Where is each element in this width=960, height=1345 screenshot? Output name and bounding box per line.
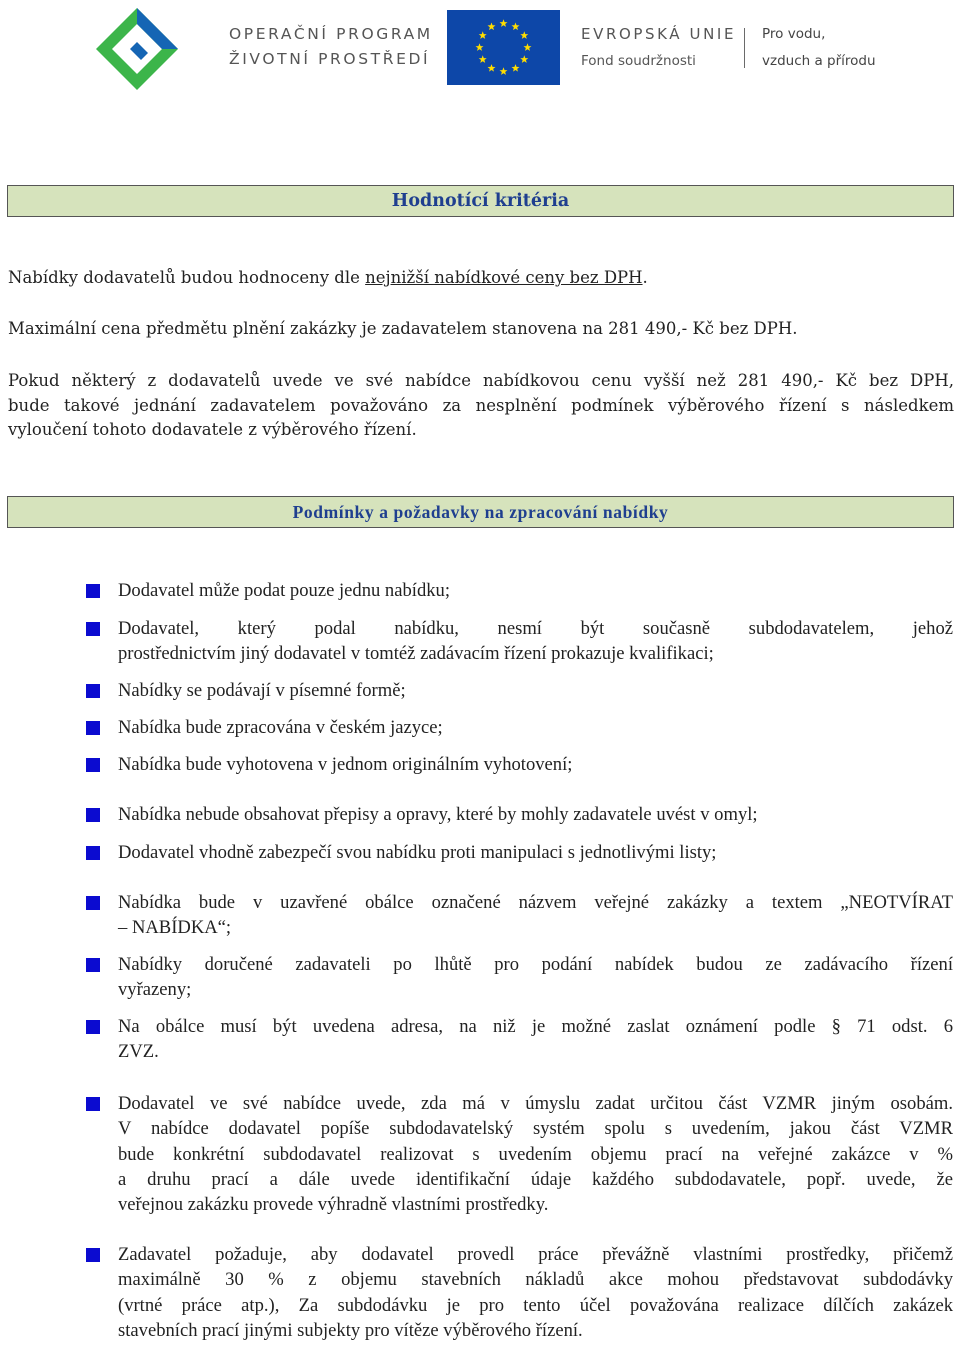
list-item-line: bude konkrétní subdodavatel realizovat s uvedením objemu prací na veřejné zakázce v % [118,1143,953,1165]
list-item-line: – NABÍDKA“; [118,917,232,939]
list-item-line: Nabídka bude v uzavřené obálce označené názvem veřejné zakázky a textem „NEOTVÍRAT [118,892,953,913]
paragraph-exclusion [8,369,954,443]
list-item-line: Dodavatel může podat pouze jednu nabídku; [118,580,451,601]
operacni-program-name [229,22,433,72]
motto-line1: Pro vodu, [762,26,826,42]
list-item-line: (vrtné práce atp.), Za subdodávku je pro tento účel považována realizace dílčích zakázek [118,1294,953,1316]
list-item [118,678,953,703]
bullet-icon [86,958,100,972]
bullet-icon [86,1248,100,1262]
list-item [118,1242,953,1343]
list-item [118,578,953,603]
paragraph-max-price: Maximální cena předmětu plnění zakázky je zadavatelem stanovena na 281 490,- Kč bez DPH. [8,319,798,338]
list-item-line: Na obálce musí být uvedena adresa, na niž je možné zaslat oznámení podle § 71 odst. 6 [118,1016,953,1037]
op-name-line1: OPERAČNÍ PROGRAM [229,25,433,43]
bullet-icon [86,684,100,698]
eu-label [581,22,736,73]
bullet-icon [86,896,100,910]
list-item-line: ZVZ. [118,1041,159,1063]
list-item-line: Zadavatel požaduje, aby dodavatel provedl práce převážně vlastními prostředky, přičemž [118,1244,953,1265]
motto [762,22,876,73]
list-item-line: maximálně 30 % z objemu stavebních nákladů akce mohou představovat subdodávky [118,1269,953,1291]
list-item-line: Nabídka bude zpracována v českém jazyce; [118,717,443,738]
bullet-icon [86,1020,100,1034]
list-item-line: vyřazeny; [118,979,192,1001]
eu-fund: Fond soudržnosti [581,53,696,69]
section-heading-requirements: Podmínky a požadavky na zpracování nabídky [7,496,954,528]
bullet-icon [86,721,100,735]
list-item-line: Dodavatel, který podal nabídku, nesmí být současně subdodavatelem, jehož [118,618,953,639]
list-item-line: a druhu prací a dále uvede identifikační údaje každého subdodavatele, popř. uvede, že [118,1168,953,1190]
bullet-icon [86,758,100,772]
bullet-icon [86,622,100,636]
list-item-line: veřejnou zakázku provede výhradně vlastními prostředky. [118,1194,549,1216]
bullet-icon [86,1097,100,1111]
paragraph-line: Pokud některý z dodavatelů uvede ve své nabídce nabídkovou cenu vyšší než 281 490,- Kč bez DPH, [8,371,954,390]
list-item-line: Nabídky se podávají v písemné formě; [118,680,406,701]
list-item-line: Dodavatel vhodně zabezpečí svou nabídku proti manipulaci s jednotlivými listy; [118,842,717,863]
list-item-line: stavebních prací jinými subjekty pro vítěze výběrového řízení. [118,1319,583,1341]
header-divider [744,28,745,68]
section-heading-evaluation: Hodnotící kritéria [7,185,954,217]
evaluation-criterion: nejnižší nabídkové ceny bez DPH [365,268,643,287]
list-item [118,890,953,941]
paragraph-line: bude takové jednání zadavatelem považováno za nesplnění podmínek výběrového řízení s následkem [8,395,954,415]
bullet-icon [86,808,100,822]
op-name-line2: ŽIVOTNÍ PROSTŘEDÍ [229,50,431,68]
list-item [118,1014,953,1065]
paragraph-line: vyloučení tohoto dodavatele z výběrového řízení. [8,420,417,439]
list-item [118,840,953,865]
list-item [118,952,953,1003]
list-item-line: Nabídka nebude obsahovat přepisy a opravy, které by mohly zadavatele uvést v omyl; [118,804,758,825]
list-item [118,616,953,667]
list-item-line: Nabídka bude vyhotovena v jednom originálním vyhotovení; [118,754,573,775]
motto-line2: vzduch a přírodu [762,53,876,69]
eu-title: EVROPSKÁ UNIE [581,25,737,43]
bullet-icon [86,584,100,598]
paragraph-evaluation-basis [8,266,954,291]
evaluation-period: . [642,268,648,287]
list-item [118,752,953,777]
evaluation-text: Nabídky dodavatelů budou hodnoceny dle [8,268,366,287]
list-item-line: prostřednictvím jiný dodavatel v tomtéž zadávacím řízení prokazuje kvalifikaci; [118,643,714,665]
list-item-line: Dodavatel ve své nabídce uvede, zda má v úmyslu zadat určitou část VZMR jiným osobám. [118,1093,953,1114]
operacni-program-logo-icon [90,2,184,96]
bullet-icon [86,846,100,860]
list-item [118,1091,953,1217]
eu-flag-icon [447,10,560,85]
list-item [118,802,953,827]
list-item [118,715,953,740]
list-item-line: Nabídky doručené zadavateli po lhůtě pro podání nabídek budou ze zadávacího řízení [118,954,953,975]
list-item-line: V nabídce dodavatel popíše subdodavatelský systém spolu s uvedením, jakou část VZMR [118,1118,953,1140]
